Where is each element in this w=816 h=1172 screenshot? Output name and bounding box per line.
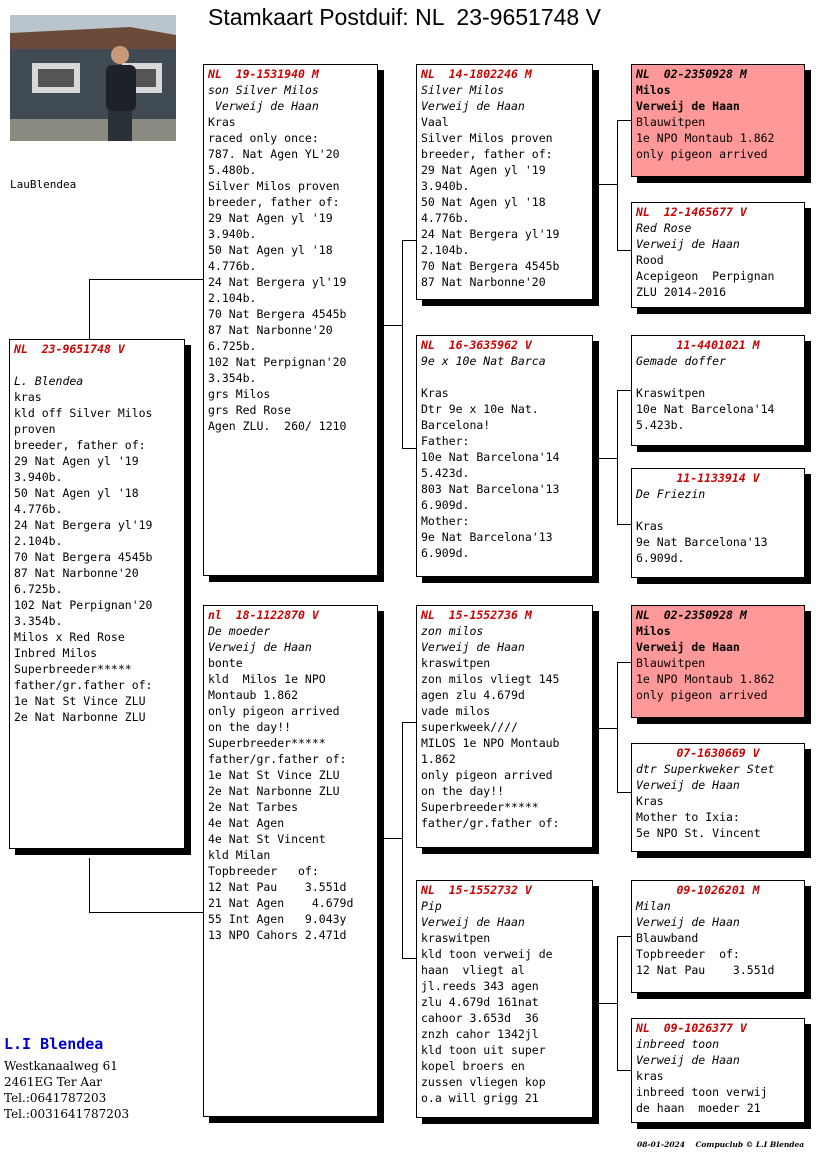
pigeon-info-line: 70 Nat Bergera 4545b [14, 550, 153, 564]
ring-number: 07-1630669 V [676, 746, 760, 760]
pigeon-info-line: kraswitpen [421, 931, 491, 945]
pigeon-info-line: 1e NPO Montaub 1.862 [636, 131, 775, 145]
pigeon-info-line: on the day!! [421, 784, 505, 798]
ring-number: nl 18-1122870 V [208, 608, 319, 622]
connector-line [402, 722, 417, 723]
pigeon-card-mother [203, 605, 378, 1117]
spacer [14, 357, 180, 373]
connector-line [598, 728, 617, 729]
pigeon-name-line: L. Blendea [14, 374, 84, 388]
pigeon-info-line: 6.909d. [421, 546, 470, 560]
pigeon-info-line: Agen ZLU. 260/ 1210 [208, 419, 347, 433]
pigeon-info-line: grs Milos [208, 387, 271, 401]
connector-line [598, 1003, 617, 1004]
pigeon-info-line: znzh cahor 1342jl [421, 1027, 539, 1041]
pigeon-name-line: Verweij de Haan [636, 778, 740, 792]
pigeon-info-line: Dtr 9e x 10e Nat. [421, 402, 539, 416]
address-line: 2461EG Ter Aar [4, 1075, 102, 1089]
pigeon-info-line: 5.423b. [636, 418, 685, 432]
pigeon-info-line: 6.725b. [14, 582, 63, 596]
pigeon-info-line: 803 Nat Barcelona'13 [421, 482, 560, 496]
loft-photo [10, 15, 176, 141]
address-line: Westkanaalweg 61 [4, 1059, 118, 1073]
pigeon-info-line: Rood [636, 253, 664, 267]
footer-credit: Compuclub © L.I Blendea [695, 1140, 805, 1149]
pigeon-info-line: 87 Nat Narbonne'20 [208, 323, 333, 337]
connector-line [617, 250, 632, 251]
pigeon-info-line: 29 Nat Agen yl '19 [208, 211, 333, 225]
connector-line [617, 792, 632, 793]
pigeon-info-line: 3.940b. [208, 227, 257, 241]
pigeon-name-line: Verweij de Haan [208, 99, 319, 113]
ring-number: 09-1026201 M [676, 883, 760, 897]
pigeon-info-line: zussen vliegen kop [421, 1075, 546, 1089]
pigeon-name-line: Verweij de Haan [421, 640, 525, 654]
pigeon-info-line: 3.354b. [208, 371, 257, 385]
pigeon-info-line: 787. Nat Agen YL'20 [208, 147, 340, 161]
connector-line [402, 448, 417, 449]
spacer [636, 369, 800, 385]
connector-line [89, 279, 204, 280]
pigeon-info-line: 70 Nat Bergera 4545b [208, 307, 347, 321]
pigeon-name-line: Gemade doffer [636, 354, 727, 368]
pigeon-info-line: Superbreeder***** [14, 662, 132, 676]
pigeon-name-line: Red Rose [636, 221, 692, 235]
connector-line [89, 279, 90, 340]
pigeon-info-line: 102 Nat Perpignan'20 [14, 598, 153, 612]
pigeon-name-line: Pip [421, 899, 442, 913]
ring-number: 11-1133914 V [676, 471, 760, 485]
pigeon-name-line: Verweij de Haan [208, 640, 312, 654]
pigeon-info-line: 1e Nat St Vince ZLU [208, 768, 340, 782]
ring-number: NL 09-1026377 V [636, 1021, 747, 1035]
ring-number: NL 02-2350928 M [636, 67, 747, 81]
pigeon-info-line: 3.354b. [14, 614, 63, 628]
ring-number: NL 19-1531940 M [208, 67, 319, 81]
pigeon-info-line: Silver Milos proven [208, 179, 340, 193]
pigeon-info-line: kld toon verweij de [421, 947, 553, 961]
pigeon-info-line: breeder, father of: [208, 195, 340, 209]
pigeon-info-line: Kras [421, 386, 449, 400]
connector-line [617, 390, 618, 524]
pigeon-info-line: 3.940b. [14, 470, 63, 484]
loft-photo-image [10, 15, 176, 141]
pigeon-info-line: 9e Nat Barcelona'13 [636, 535, 768, 549]
pigeon-card-main [9, 339, 185, 849]
pigeon-name-line: Silver Milos [421, 83, 505, 97]
footer [637, 1140, 804, 1149]
pigeon-info-line: Silver Milos proven [421, 131, 553, 145]
pigeon-info-line: 21 Nat Agen 4.679d [208, 896, 354, 910]
ring-number: 11-4401021 M [676, 338, 760, 352]
pigeon-info-line: on the day!! [208, 720, 292, 734]
pigeon-info-line: 3.940b. [421, 179, 470, 193]
pigeon-name-line: Verweij de Haan [636, 237, 740, 251]
ring-number: NL 15-1552732 V [421, 883, 532, 897]
pigeon-name-line: Milos [636, 624, 671, 638]
pigeon-info-line: Father: [421, 434, 470, 448]
pigeon-card-maternal-grandmother [416, 880, 593, 1118]
connector-line [617, 120, 618, 250]
pigeon-info-line: Superbreeder***** [208, 736, 326, 750]
pigeon-name-line: dtr Superkweker Stet [636, 762, 775, 776]
pigeon-info-line: 87 Nat Narbonne'20 [14, 566, 139, 580]
pigeon-info-line: Mother to Ixia: [636, 810, 740, 824]
connector-line [402, 240, 417, 241]
pigeon-info-line: MILOS 1e NPO Montaub [421, 736, 560, 750]
pigeon-name-line: Verweij de Haan [636, 99, 740, 113]
pigeon-card-father [203, 64, 378, 576]
ring-number: NL 02-2350928 M [636, 608, 747, 622]
pigeon-name-line: De moeder [208, 624, 271, 638]
pigeon-info-line: Kras [208, 115, 236, 129]
pigeon-info-line: Topbreeder of: [636, 947, 740, 961]
owner-brand-name: L.I Blendea [4, 1035, 104, 1053]
pigeon-info-line: 10e Nat Barcelona'14 [421, 450, 560, 464]
pigeon-info-line: agen zlu 4.679d [421, 688, 525, 702]
pigeon-info-line: 1.862 [421, 752, 456, 766]
spacer [421, 369, 588, 385]
pigeon-card-ggp-5 [631, 605, 805, 718]
pigeon-info-line: 4e Nat Agen [208, 816, 285, 830]
pigeon-card-paternal-grandfather [416, 64, 593, 300]
pigeon-info-line: 29 Nat Agen yl '19 [14, 454, 139, 468]
pigeon-info-line: 24 Nat Bergera yl'19 [208, 275, 347, 289]
pigeon-name-line: Milos [636, 83, 671, 97]
pigeon-info-line: raced only once: [208, 131, 319, 145]
pigeon-name-line: inbreed toon [636, 1037, 720, 1051]
pigeon-info-line: 24 Nat Bergera yl'19 [421, 227, 560, 241]
pigeon-info-line: 5.480b. [208, 163, 257, 177]
pigeon-info-line: cahoor 3.653d 36 [421, 1011, 539, 1025]
pigeon-info-line: 12 Nat Pau 3.551d [208, 880, 347, 894]
pigeon-card-ggp-1 [631, 64, 805, 177]
pigeon-card-ggp-3 [631, 335, 805, 446]
pigeon-info-line: father/gr.father of: [14, 678, 153, 692]
pigeon-info-line: father/gr.father of: [208, 752, 347, 766]
pigeon-info-line: kraswitpen [421, 656, 491, 670]
pigeon-card-ggp-6 [631, 743, 805, 852]
pigeon-info-line: 55 Int Agen 9.043y [208, 912, 347, 926]
pigeon-info-line: 87 Nat Narbonne'20 [421, 275, 546, 289]
pigeon-info-line: only pigeon arrived [636, 688, 768, 702]
pigeon-info-line: 4.776b. [208, 259, 257, 273]
connector-line [617, 390, 632, 391]
pigeon-info-line: de haan moeder 21 [636, 1101, 761, 1115]
pigeon-card-ggp-4 [631, 468, 805, 578]
connector-line [617, 524, 632, 525]
pigeon-info-line: kld off Silver Milos [14, 406, 153, 420]
pigeon-name-line: son Silver Milos [208, 83, 319, 97]
address-line: Tel.:0641787203 [4, 1091, 107, 1105]
page-title: Stamkaart Postduif: NL 23-9651748 V [208, 4, 601, 30]
pigeon-info-line: 50 Nat Agen yl '18 [14, 486, 139, 500]
pigeon-info-line: 102 Nat Perpignan'20 [208, 355, 347, 369]
connector-line [617, 662, 632, 663]
footer-date: 08-01-2024 [637, 1140, 685, 1149]
pigeon-info-line: Inbred Milos [14, 646, 98, 660]
ring-number: NL 15-1552736 M [421, 608, 532, 622]
pigeon-info-line: Topbreeder of: [208, 864, 319, 878]
pigeon-info-line: Kras [636, 794, 664, 808]
pigeon-info-line: 4e Nat St Vincent [208, 832, 326, 846]
pigeon-info-line: kld Milos 1e NPO [208, 672, 326, 686]
pigeon-info-line: 5e NPO St. Vincent [636, 826, 761, 840]
pigeon-info-line: 1e Nat St Vince ZLU [14, 694, 146, 708]
pigeon-info-line: Vaal [421, 115, 449, 129]
pigeon-info-line: Blauwitpen [636, 656, 706, 670]
pigeon-info-line: 1e NPO Montaub 1.862 [636, 672, 775, 686]
pigeon-info-line: ZLU 2014-2016 [636, 285, 727, 299]
pigeon-info-line: 2.104b. [421, 243, 470, 257]
pigeon-card-ggp-2 [631, 202, 805, 308]
pigeon-info-line: 5.423d. [421, 466, 470, 480]
pigeon-info-line: 6.909d. [636, 551, 685, 565]
connector-line [598, 184, 617, 185]
connector-line [402, 722, 403, 958]
connector-line [617, 936, 618, 1070]
connector-line [402, 240, 403, 448]
pigeon-info-line: 2.104b. [208, 291, 257, 305]
pigeon-info-line: Mother: [421, 514, 470, 528]
pigeon-card-maternal-grandfather [416, 605, 593, 848]
connector-line [383, 325, 402, 326]
pigeon-info-line: 10e Nat Barcelona'14 [636, 402, 775, 416]
pigeon-info-line: 2e Nat Tarbes [208, 800, 299, 814]
pigeon-name-line: Verweij de Haan [636, 915, 740, 929]
pigeon-info-line: jl.reeds 343 agen [421, 979, 539, 993]
pigeon-info-line: Kraswitpen [636, 386, 706, 400]
pigeon-info-line: 13 NPO Cahors 2.471d [208, 928, 347, 942]
pigeon-name-line: zon milos [421, 624, 484, 638]
pigeon-name-line: Verweij de Haan [421, 915, 525, 929]
connector-line [402, 958, 417, 959]
pigeon-info-line: zlu 4.679d 161nat [421, 995, 539, 1009]
pigeon-info-line: superkweek//// [421, 720, 518, 734]
pigeon-info-line: vade milos [421, 704, 491, 718]
ring-number: NL 12-1465677 V [636, 205, 747, 219]
pigeon-info-line: kopel broers en [421, 1059, 525, 1073]
spacer [636, 502, 800, 518]
pigeon-info-line: 12 Nat Pau 3.551d [636, 963, 775, 977]
pigeon-name-line: De Friezin [636, 487, 706, 501]
pigeon-info-line: kras [14, 390, 42, 404]
pigeon-card-ggp-8 [631, 1018, 805, 1123]
pigeon-info-line: Blauwitpen [636, 115, 706, 129]
ring-number: NL 14-1802246 M [421, 67, 532, 81]
pigeon-info-line: breeder, father of: [14, 438, 146, 452]
pigeon-info-line: haan vliegt al [421, 963, 525, 977]
pigeon-info-line: 50 Nat Agen yl '18 [208, 243, 333, 257]
pigeon-name-line: Verweij de Haan [636, 640, 740, 654]
pigeon-info-line: inbreed toon verwij [636, 1085, 768, 1099]
connector-line [598, 458, 617, 459]
pigeon-info-line: Montaub 1.862 [208, 688, 299, 702]
pigeon-info-line: 70 Nat Bergera 4545b [421, 259, 560, 273]
pigeon-info-line: 29 Nat Agen yl '19 [421, 163, 546, 177]
pigeon-info-line: 6.909d. [421, 498, 470, 512]
pigeon-info-line: proven [14, 422, 56, 436]
pigeon-info-line: 6.725b. [208, 339, 257, 353]
pigeon-info-line: kld toon uit super [421, 1043, 546, 1057]
pigeon-info-line: kras [636, 1069, 664, 1083]
owner-address [4, 1036, 129, 1122]
pigeon-name-line: Milan [636, 899, 671, 913]
pigeon-info-line: bonte [208, 656, 243, 670]
pigeon-card-ggp-7 [631, 880, 805, 993]
pigeon-info-line: kld Milan [208, 848, 271, 862]
pigeon-info-line: 2e Nat Narbonne ZLU [14, 710, 146, 724]
pigeon-info-line: only pigeon arrived [421, 768, 553, 782]
pigeon-info-line: father/gr.father of: [421, 816, 560, 830]
ring-number: NL 16-3635962 V [421, 338, 532, 352]
pigeon-info-line: 2.104b. [14, 534, 63, 548]
connector-line [617, 1070, 632, 1071]
connector-line [383, 838, 402, 839]
connector-line [617, 936, 632, 937]
pigeon-info-line: 50 Nat Agen yl '18 [421, 195, 546, 209]
pigeon-info-line: Kras [636, 519, 664, 533]
pigeon-name-line: Verweij de Haan [421, 99, 525, 113]
connector-line [89, 912, 204, 913]
owner-short-name: LauBlendea [10, 178, 77, 191]
pigeon-info-line: 9e Nat Barcelona'13 [421, 530, 553, 544]
pigeon-info-line: Milos x Red Rose [14, 630, 125, 644]
pigeon-card-paternal-grandmother [416, 335, 593, 577]
pigeon-info-line: only pigeon arrived [636, 147, 768, 161]
pigeon-info-line: breeder, father of: [421, 147, 553, 161]
pigeon-info-line: 4.776b. [421, 211, 470, 225]
pigeon-info-line: Acepigeon Perpignan [636, 269, 775, 283]
pigeon-info-line: Superbreeder***** [421, 800, 539, 814]
pigeon-info-line: only pigeon arrived [208, 704, 340, 718]
pigeon-info-line: o.a will grigg 21 [421, 1091, 539, 1105]
connector-line [617, 120, 632, 121]
connector-line [617, 662, 618, 792]
pigeon-info-line: 2e Nat Narbonne ZLU [208, 784, 340, 798]
pigeon-info-line: Blauwband [636, 931, 699, 945]
address-line: Tel.:0031641787203 [4, 1107, 130, 1121]
pigeon-info-line: grs Red Rose [208, 403, 292, 417]
connector-line [89, 858, 90, 912]
pigeon-info-line: zon milos vliegt 145 [421, 672, 560, 686]
pigeon-info-line: 24 Nat Bergera yl'19 [14, 518, 153, 532]
pigeon-name-line: 9e x 10e Nat Barca [421, 354, 546, 368]
ring-number: NL 23-9651748 V [14, 342, 125, 356]
pigeon-info-line: Barcelona! [421, 418, 491, 432]
pigeon-info-line: 4.776b. [14, 502, 63, 516]
pigeon-name-line: Verweij de Haan [636, 1053, 740, 1067]
